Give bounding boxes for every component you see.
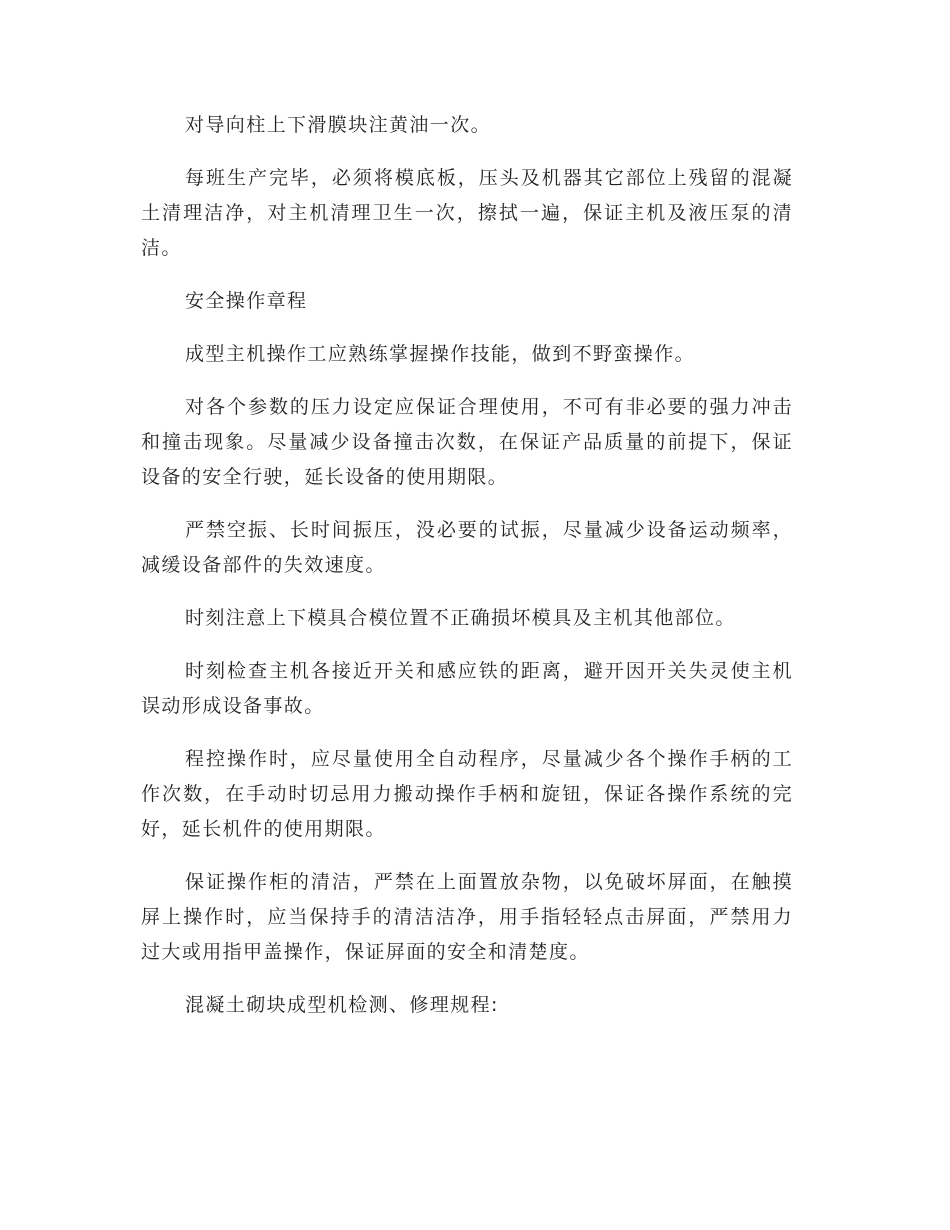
paragraph-lubrication: 对导向柱上下滑膜块注黄油一次。 xyxy=(185,114,492,136)
paragraph-pressure: 对各个参数的压力设定应保证合理使用，不可有非必要的强力冲击和撞击现象。尽量减少设备撞击次数，在保证产品质量的前提下，保证设备的安全行驶，延长设备的使用期限。 xyxy=(141,396,793,488)
paragraph-cleaning: 每班生产完毕，必须将模底板，压头及机器其它部位上残留的混凝土清理洁净，对主机清理卫生一次，擦拭一遍，保证主机及液压泵的清洁。 xyxy=(141,167,793,259)
document-body xyxy=(141,108,793,1041)
section-heading-safety: 安全操作章程 xyxy=(185,290,308,312)
section-heading-inspection: 混凝土砌块成型机检测、修理规程: xyxy=(185,994,499,1016)
paragraph-cabinet-cleaning: 保证操作柜的清洁，严禁在上面置放杂物，以免破坏屏面，在触摸屏上操作时，应当保持手的清洁洁净，用手指轻轻点击屏面，严禁用力过大或用指甲盖操作，保证屏面的安全和清楚度。 xyxy=(141,871,793,963)
paragraph-switch-check: 时刻检查主机各接近开关和感应铁的距离，避开因开关失灵使主机误动形成设备事故。 xyxy=(141,660,793,717)
paragraph-skill: 成型主机操作工应熟练掌握操作技能，做到不野蛮操作。 xyxy=(185,343,696,365)
paragraph-vibration: 严禁空振、长时间振压，没必要的试振，尽量减少设备运动频率，减缓设备部件的失效速度。 xyxy=(141,519,793,576)
paragraph-program-control: 程控操作时，应尽量使用全自动程序，尽量减少各个操作手柄的工作次数，在手动时切忌用力搬动操作手柄和旋钮，保证各操作系统的完好，延长机件的使用期限。 xyxy=(141,748,793,840)
paragraph-mold-position: 时刻注意上下模具合模位置不正确损坏模具及主机其他部位。 xyxy=(185,607,736,629)
